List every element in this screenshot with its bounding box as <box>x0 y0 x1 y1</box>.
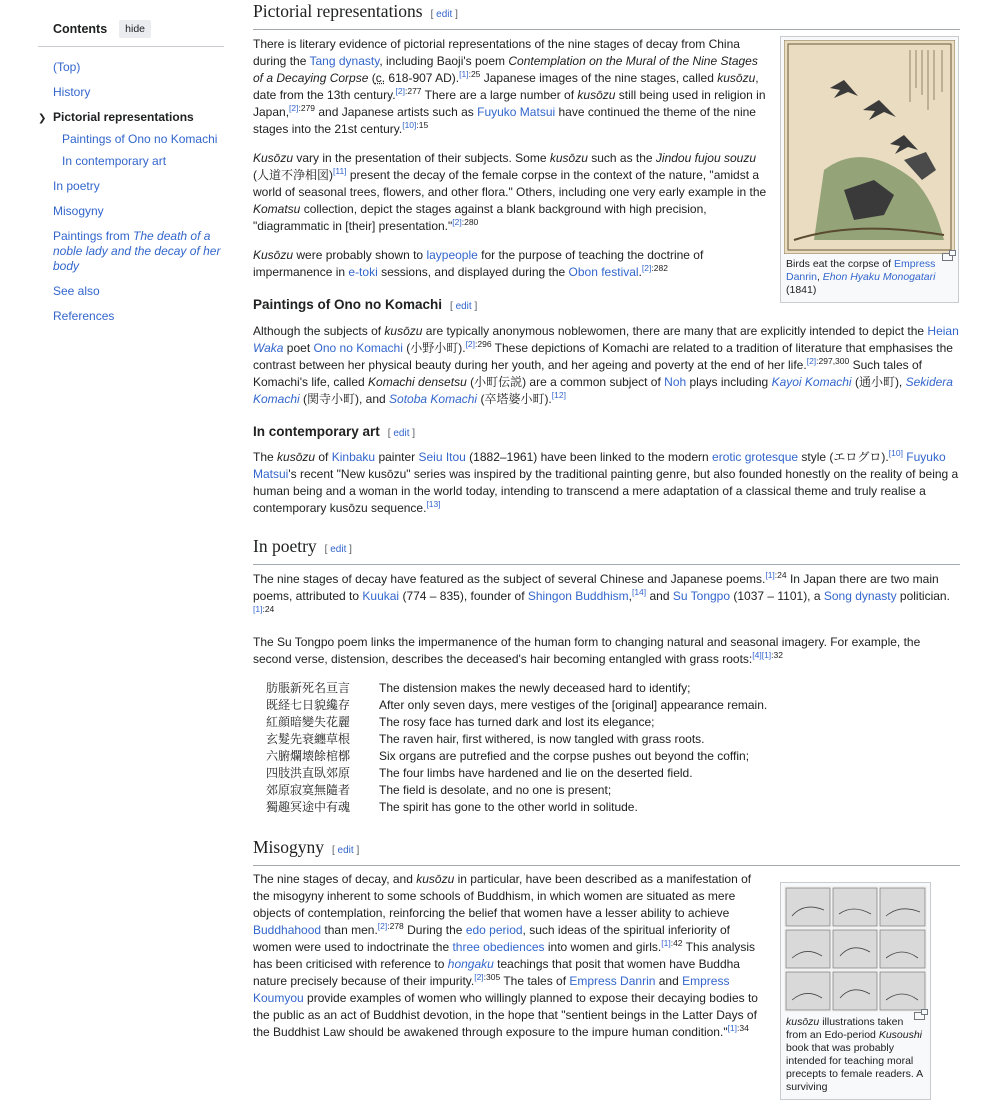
link-seiu-itou[interactable]: Seiu Itou <box>418 450 466 464</box>
link-empress-danrin[interactable]: Empress Danrin <box>786 258 936 283</box>
toc-item-history[interactable]: History <box>53 85 91 99</box>
paragraph: Kusōzu vary in the presentation of their subjects. Some kusōzu such as the Jindou fujou souzu (人道不浄相図)[11] present the decay of the female corpse in the context of the nature, "amidst a world of seasonal trees, flowers, and other flora." Others, including one very early example in the Komatsu collection, depict the stages against a blank background with high precision, "diagrammatic in [their] presentation."$^{[2]:280}$ <box>253 151 767 233</box>
paragraph: The Su Tongpo poem links the impermanence of the human form to changing natural and seasonal imagery. For example, the second verse, distension, describes the deceased's hair becoming entangled with grass roots:$^{[4][1]:32}$ <box>253 635 921 666</box>
link-empress-danrin-2[interactable]: Empress Danrin <box>569 974 656 988</box>
poem-line-english: The four limbs have hardened and lie on the deserted field. <box>379 766 693 780</box>
link-empress-koumyou[interactable]: Empress Koumyou <box>253 974 730 1005</box>
toc-item-poetry[interactable]: In poetry <box>53 179 100 193</box>
poem-row <box>253 714 767 731</box>
toc-item-misogyny[interactable]: Misogyny <box>53 204 104 218</box>
link-fuyuko-matsui[interactable]: Fuyuko Matsui <box>477 105 556 119</box>
poem-line-chinese: 四肢洪直臥郊原 <box>266 766 351 780</box>
toc-item-contemporary[interactable]: In contemporary art <box>62 154 167 168</box>
birds-painting-image[interactable] <box>784 40 955 254</box>
poem-line-chinese: 郊原寂寞無隨者 <box>266 783 351 797</box>
article-content <box>253 0 960 1093</box>
link-three-obediences[interactable]: three obediences <box>452 940 545 954</box>
citation[interactable]: [10] <box>888 448 903 458</box>
citation[interactable]: [13] <box>426 499 441 509</box>
link-buddhahood[interactable]: Buddhahood <box>253 923 322 937</box>
citation[interactable]: [2] <box>465 339 476 349</box>
edit-link-komachi[interactable]: [ edit ] <box>450 301 478 312</box>
poem-line-chinese: 六腑爛壊餘棺槨 <box>266 749 351 763</box>
link-waka[interactable]: Waka <box>253 341 284 355</box>
link-tang-dynasty[interactable]: Tang dynasty <box>309 54 380 68</box>
toc-item-komachi[interactable]: Paintings of Ono no Komachi <box>62 132 218 146</box>
toc-item-see-also[interactable]: See also <box>53 284 100 298</box>
link-fuyuko-matsui-2[interactable]: Fuyuko Matsui <box>253 450 946 481</box>
poem-line-english: The raven hair, first withered, is now tangled with grass roots. <box>379 732 705 746</box>
poem-row <box>253 748 767 765</box>
edit-link-label[interactable]: edit <box>330 544 347 555</box>
link-sotoba-komachi[interactable]: Sotoba Komachi <box>389 392 478 406</box>
poem-row <box>253 731 767 748</box>
citation[interactable]: [2] <box>395 86 405 96</box>
paragraph: The kusōzu of Kinbaku painter Seiu Itou (1882–1961) have been linked to the modern erotic grotesque style (エログロ).[10] Fuyuko Matsui's recent "New kusōzu" series was inspired by the traditional painting genre, but also founded honestly on the reality of being a human being and a woman in the world today, intending to transcend a mere adaptation of a classical theme and truly realise a contemporary kusōzu sequence.[13] <box>253 448 959 515</box>
citation[interactable]: [2] <box>806 356 817 366</box>
table-of-contents <box>38 14 224 324</box>
poem-line-english: The spirit has gone to the other world in solitude. <box>379 800 638 814</box>
link-kuukai[interactable]: Kuukai <box>362 589 400 603</box>
caption-year: (1841) <box>786 284 817 296</box>
caption-italic: kusōzu <box>786 1016 820 1028</box>
figure-kusozu <box>780 882 931 1100</box>
poem-row <box>253 697 767 714</box>
link-noh[interactable]: Noh <box>664 375 687 389</box>
heading-komachi-text: Paintings of Ono no Komachi <box>253 297 442 312</box>
link-sekidera-komachi[interactable]: Sekidera Komachi <box>253 375 953 406</box>
citation[interactable]: [4] <box>752 650 762 660</box>
toc-hide-button[interactable]: hide <box>119 20 151 38</box>
poem-line-english: The distension makes the newly deceased hard to identify; <box>379 681 691 695</box>
poem-line-english: Six organs are putrefied and the corpse pushes out beyond the coffin; <box>379 749 750 763</box>
kusozu-illustrations-image[interactable] <box>784 886 927 1012</box>
caption-text: Birds eat the corpse of <box>786 258 894 270</box>
poem-line-chinese: 紅顔暗變失花麗 <box>266 715 351 729</box>
chevron-down-icon[interactable]: ❯ <box>38 113 47 124</box>
link-hongaku[interactable]: hongaku <box>447 957 494 971</box>
edit-link-contemporary[interactable]: [ edit ] <box>387 428 416 439</box>
figure-kusozu-caption <box>784 1012 927 1096</box>
poem-row <box>253 799 767 816</box>
caption-italic: Kusoushi <box>878 1029 923 1041</box>
caption-text: illustrations taken from an Edo-period <box>786 1016 904 1041</box>
poem-row <box>253 782 767 799</box>
citation[interactable]: [1] <box>253 604 263 614</box>
poem-line-english: The rosy face has turned dark and lost its elegance; <box>379 715 655 729</box>
paragraph: The nine stages of decay have featured as the subject of several Chinese and Japanese poems.$^{[1]:24}$ In Japan there are two main poems, attributed to Kuukai (774 – 835), founder of Shingon Buddhism,[14] and Su Tongpo (1037 – 1101), a Song dynasty politician.$^{[1]:24}$ <box>253 570 950 614</box>
heading-misogyny-text: Misogyny <box>253 837 324 857</box>
poem-line-chinese: 玄髮先衰纏草根 <box>266 732 351 746</box>
poem-line-chinese: 獨趣冥途中有魂 <box>266 800 351 814</box>
link-song-dynasty[interactable]: Song dynasty <box>823 589 897 603</box>
toc-item-paintings-death[interactable] <box>53 229 220 273</box>
poem-row <box>253 680 767 697</box>
paragraph: The nine stages of decay, and kusōzu in particular, have been described as a manifestation of the misogyny inherent to some schools of Buddhism, in which women are situated as mere objects of contemplation, reinforcing the belief that women have a lesser ability to achieve Buddhahood than men.$^{[2]:278}$ During the edo period, such ideas of the spiritual inferiority of women were used to indoctrinate the three obediences into women and girls.$^{[1]:42}$ This analysis has been criticised with reference to hongaku teachings that posit that women have Buddha nature precisely because of their impurity.$^{[2]:305}$ The tales of Empress Danrin and Empress Koumyou provide examples of women who willingly planned to expose their decaying bodies to the public as an act of Buddhist devotion, in the hope that "sentient beings in the Latter Days of the Buddhist Law should be awakened through exposure to the impure human condition."$^{[1]:34}$ <box>253 872 758 1039</box>
citation[interactable]: [2] <box>641 263 652 273</box>
toc-item-paintings-prefix[interactable]: Paintings from <box>53 229 134 243</box>
citation[interactable]: [1] <box>459 69 469 79</box>
edit-link-label[interactable]: edit <box>337 845 354 856</box>
heading-pictorial <box>253 0 960 30</box>
edit-link-misogyny[interactable]: [ edit ] <box>331 845 360 856</box>
figure-birds <box>780 36 959 303</box>
link-ono-no-komachi[interactable]: Ono no Komachi <box>313 341 403 355</box>
paragraph: Although the subjects of kusōzu are typically anonymous noblewomen, there are many that are explicitly intended to depict the Heian Waka poet Ono no Komachi (小野小町).$^{[2]:296}$ These depictions of Komachi are related to a tradition of literature that emphasises the contrast between her physical beauty during her youth, and her ageing and poverty at the end of her life.$^{[2]:297,300}$ Such tales of Komachi's life, called Komachi densetsu (小町伝説) are a common subject of Noh plays including Kayoi Komachi (通小町), Sekidera Komachi (関寺小町), and Sotoba Komachi (卒塔婆小町).[12] <box>253 324 959 406</box>
citation[interactable]: [2] <box>289 103 299 113</box>
citation[interactable]: [2] <box>474 972 484 982</box>
poem-line-english: The field is desolate, and no one is present; <box>379 783 612 797</box>
link-shingon-buddhism[interactable]: Shingon Buddhism <box>527 589 629 603</box>
edit-link-label[interactable]: edit <box>455 301 472 312</box>
heading-pictorial-text: Pictorial representations <box>253 1 423 21</box>
citation[interactable]: [2] <box>452 217 462 227</box>
toc-list <box>38 60 224 324</box>
link-erotic-grotesque[interactable]: erotic grotesque <box>712 450 799 464</box>
figure-birds-caption <box>784 254 955 299</box>
link-e-toki[interactable]: e-toki <box>348 265 378 279</box>
link-su-tongpo[interactable]: Su Tongpo <box>672 589 731 603</box>
citation[interactable]: [1] <box>765 570 775 580</box>
heading-misogyny <box>253 836 960 866</box>
enlarge-icon[interactable] <box>942 253 953 261</box>
citation[interactable]: [1] <box>761 650 772 660</box>
citation[interactable]: [10] <box>402 120 417 130</box>
poem-line-english: After only seven days, mere vestiges of the [original] appearance remain. <box>379 698 768 712</box>
caption-sep: , <box>816 271 823 283</box>
link-kinbaku[interactable]: Kinbaku <box>331 450 376 464</box>
citation[interactable]: [12] <box>551 390 566 400</box>
enlarge-icon[interactable] <box>914 1012 925 1020</box>
toc-header <box>38 14 224 47</box>
heading-contemporary <box>253 422 960 444</box>
poem-row <box>253 765 767 782</box>
caption-text: book that was probably intended for teaching moral precepts to female readers. A surviving <box>786 1042 923 1093</box>
edit-link-label[interactable]: edit <box>393 428 410 439</box>
link-laypeople[interactable]: laypeople <box>426 248 478 262</box>
poem-line-chinese: 肪脹新死名亘言 <box>266 681 351 695</box>
citation[interactable]: [1] <box>661 938 671 948</box>
paragraph: There is literary evidence of pictorial representations of the nine stages of decay from China during the Tang dynasty, including Baoji's poem Contemplation on the Mural of the Nine Stages of a Decaying Corpse (c. 618-907 AD).$^{[1]:25}$ Japanese images of the nine stages, called kusōzu, date from the 13th century.$^{[2]:277}$ There are a large number of kusōzu still being used in religion in Japan,$^{[2]:279}$ and Japanese artists such as Fuyuko Matsui have continued the theme of the nine stages into the 21st century.$^{[10]:15}$ <box>253 37 766 136</box>
toc-item-references[interactable]: References <box>53 309 115 323</box>
edit-link-label[interactable]: edit <box>436 9 453 20</box>
edit-link-pictorial[interactable]: [ edit ] <box>430 9 458 20</box>
poem-line-chinese: 既経七日貌纔存 <box>266 698 351 712</box>
link-obon-festival[interactable]: Obon festival <box>568 265 639 279</box>
toc-item-pictorial[interactable]: Pictorial representations <box>53 110 194 124</box>
citation[interactable]: [1] <box>727 1023 738 1033</box>
citation[interactable]: [11] <box>333 166 347 176</box>
citation[interactable]: [2] <box>377 921 388 931</box>
heading-poetry-text: In poetry <box>253 536 317 556</box>
heading-poetry <box>253 535 960 565</box>
toc-item-top[interactable]: (Top) <box>53 60 81 74</box>
link-heian[interactable]: Heian <box>927 324 959 338</box>
citation[interactable]: [14] <box>631 587 647 597</box>
link-kayoi-komachi[interactable]: Kayoi Komachi <box>771 375 852 389</box>
edit-link-poetry[interactable]: [ edit ] <box>324 544 352 555</box>
link-ehon-hyaku[interactable]: Ehon Hyaku Monogatari <box>822 271 936 283</box>
toc-title: Contents <box>53 22 108 36</box>
heading-contemporary-text: In contemporary art <box>253 424 380 439</box>
poem-table <box>253 680 767 816</box>
pictorial-body <box>253 36 768 281</box>
toc-item-paintings-title[interactable]: The death of a noble lady and the decay of her body <box>53 229 221 273</box>
link-edo-period[interactable]: edo period <box>465 923 523 937</box>
paragraph: Kusōzu were probably shown to laypeople for the purpose of teaching the doctrine of impermanence in e-toki sessions, and displayed during the Obon festival.$^{[2]:282}$ <box>253 248 704 279</box>
